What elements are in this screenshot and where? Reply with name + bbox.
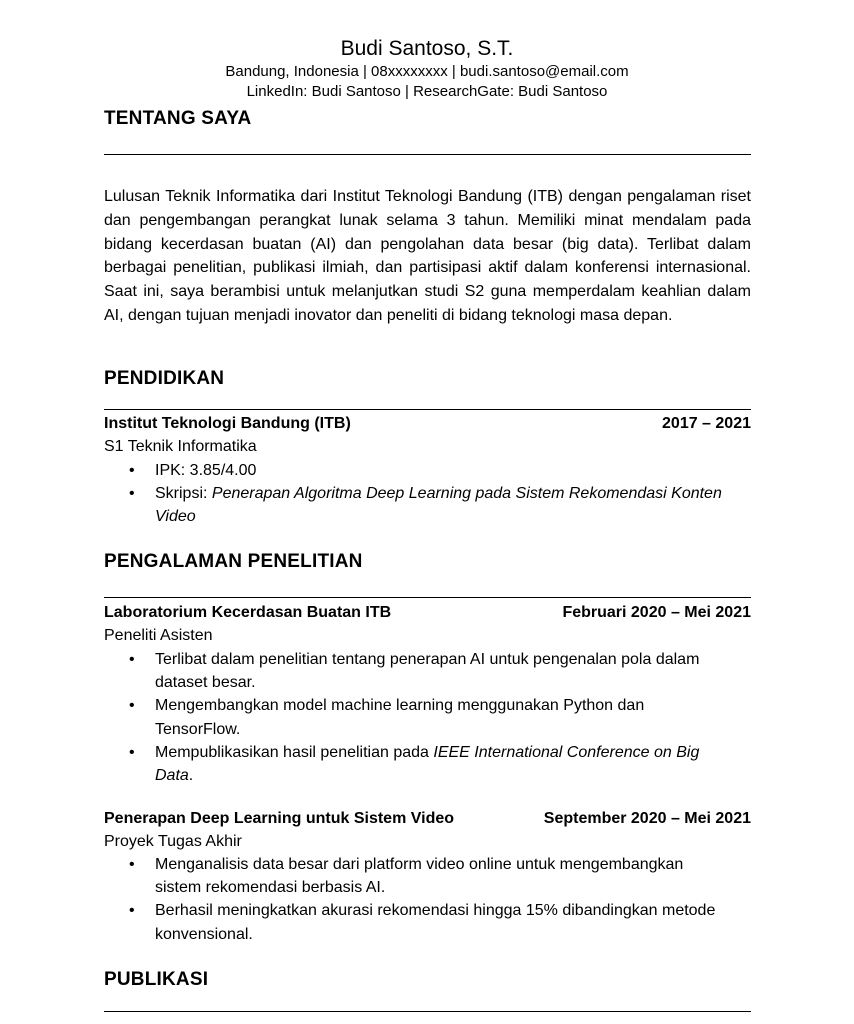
research-bullet-text: Mempublikasikan hasil penelitian pada [155, 743, 434, 761]
research-period: Februari 2020 – Mei 2021 [562, 604, 751, 621]
section-title-about: TENTANG SAYA [104, 108, 252, 129]
research-role: Proyek Tugas Akhir [104, 833, 242, 850]
section-title-research: PENGALAMAN PENELITIAN [104, 551, 363, 572]
education-period: 2017 – 2021 [662, 415, 751, 432]
bullet-icon: • [129, 902, 135, 920]
degree-name: S1 Teknik Informatika [104, 438, 257, 455]
bullet-icon: • [129, 697, 135, 715]
bullet-icon: • [129, 462, 135, 479]
bullet-end-punctuation: . [188, 767, 194, 785]
contact-line-1: Bandung, Indonesia | 08xxxxxxxx | budi.santoso@email.com [225, 63, 629, 80]
research-bullet-text: Menganalisis data besar dari platform video online untuk mengembangkan sistem rekomendasi berbasis AI. [155, 856, 684, 897]
section-divider [104, 409, 751, 410]
resume-header [0, 36, 854, 102]
list-item [104, 741, 724, 787]
list-item [104, 694, 724, 740]
gpa-text: IPK: 3.85/4.00 [155, 462, 257, 479]
research-role: Peneliti Asisten [104, 627, 213, 644]
research-org: Penerapan Deep Learning untuk Sistem Video [104, 810, 455, 827]
section-title-education: PENDIDIKAN [104, 368, 225, 389]
list-item [104, 459, 724, 482]
research-entry-header [104, 808, 751, 830]
thesis-title: Penerapan Algoritma Deep Learning pada Sistem Rekomendasi Konten Video [155, 485, 722, 526]
list-item [104, 853, 724, 899]
section-divider [104, 1011, 751, 1012]
list-item [104, 648, 724, 694]
section-title-publications: PUBLIKASI [104, 969, 209, 990]
conference-name: IEEE International Conference on Big Data [155, 743, 700, 785]
education-entry-header [104, 413, 751, 435]
research-org: Laboratorium Kecerdasan Buatan ITB [104, 604, 392, 621]
research-details [104, 853, 724, 946]
about-summary: Lulusan Teknik Informatika dari Institut Teknologi Bandung (ITB) dengan pengalaman riset dan pengembangan perangkat lunak selama 3 tahun. Memiliki minat mendalam pada bidang kecerdasan buatan (AI) dan pengolahan data besar (big data). Terlibat dalam berbagai penelitian, publikasi ilmiah, dan partisipasi aktif dalam konferensi internasional. Saat ini, saya berambisi untuk melanjutkan studi S2 guna memperdalam keahlian dalam AI, dengan tujuan menjadi inovator dan peneliti di bidang teknologi masa depan. [104, 188, 751, 324]
research-bullet-text: Berhasil meningkatkan akurasi rekomendasi hingga 15% dibandingkan metode konvensional. [155, 902, 716, 943]
full-name: Budi Santoso, S.T. [340, 37, 514, 60]
bullet-icon: • [129, 856, 135, 873]
bullet-icon: • [129, 743, 135, 761]
thesis-label: Skripsi: [155, 485, 212, 503]
bullet-icon: • [129, 651, 135, 668]
institution-name: Institut Teknologi Bandung (ITB) [104, 415, 351, 432]
section-divider [104, 154, 751, 155]
education-details [104, 459, 724, 529]
contact-line-2: LinkedIn: Budi Santoso | ResearchGate: Budi Santoso [246, 83, 608, 100]
list-item [104, 899, 724, 945]
research-period: September 2020 – Mei 2021 [543, 810, 751, 827]
research-bullet-text: Mengembangkan model machine learning menggunakan Python dan TensorFlow. [155, 697, 645, 738]
research-details [104, 648, 724, 787]
bullet-icon: • [129, 485, 135, 503]
section-divider [104, 597, 751, 598]
research-entry-header [104, 602, 751, 624]
list-item [104, 482, 724, 528]
research-bullet-text: Terlibat dalam penelitian tentang penerapan AI untuk pengenalan pola dalam dataset besar. [155, 651, 700, 692]
